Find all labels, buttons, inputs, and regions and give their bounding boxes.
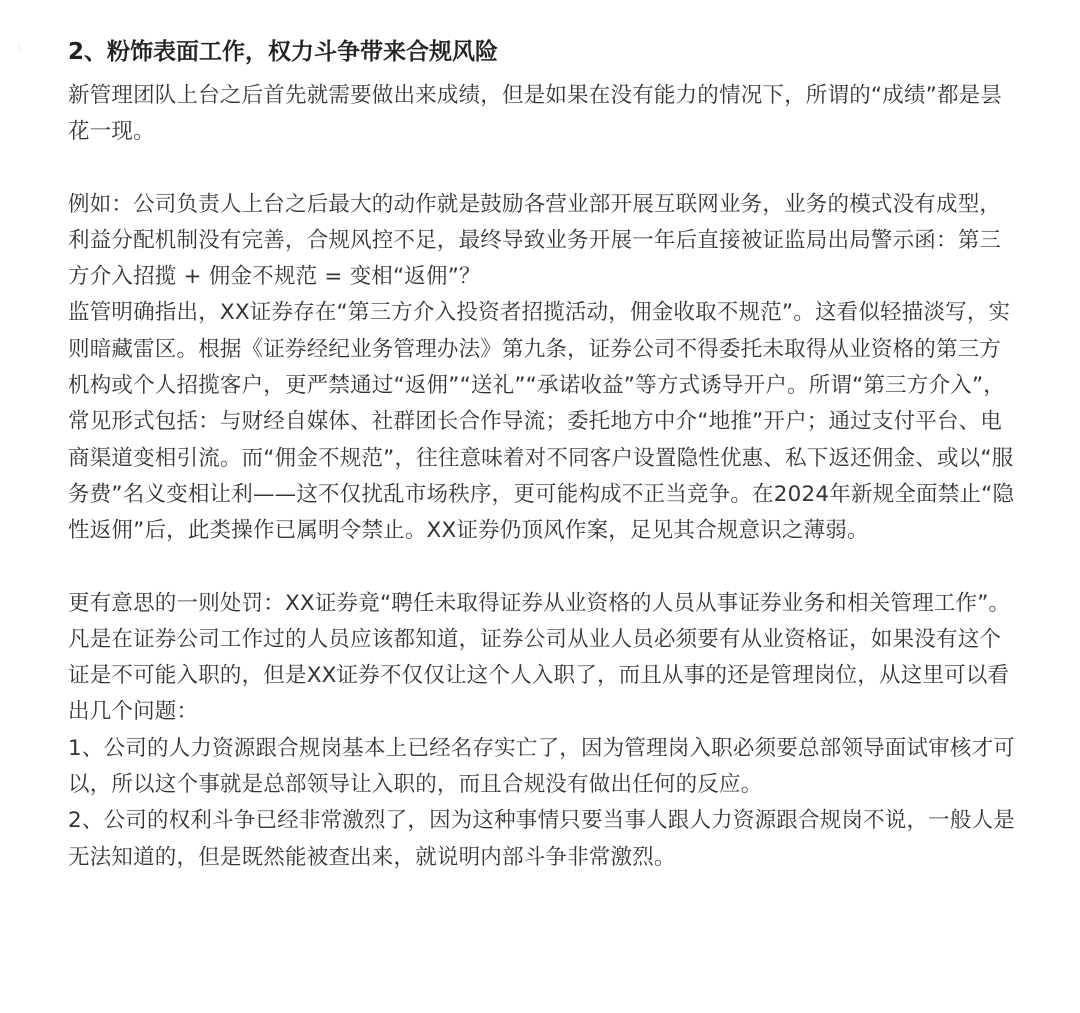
paragraph-gap — [68, 550, 1018, 586]
paragraph-regulation: 监管明确指出，XX证券存在“第三方介入投资者招揽活动，佣金收取不规范”。这看似轻描淡写，实则暗藏雷区。根据《证券经纪业务管理办法》第九条，证券公司不得委托未取得从业资格的第三方机构或个人招揽客户，更严禁通过“返佣”“送礼”“承诺收益”等方式诱导开户。所谓“第三方介入”，常见形式包括：与财经自媒体、社群团长合作导流；委托地方中介“地推”开户；通过支付平台、电商渠道变相引流。而“佣金不规范”，往往意味着对不同客户设置隐性优惠、私下返还佣金、或以“服务费”名义变相让利——这不仅扰乱市场秩序，更可能构成不正当竞争。在2024年新规全面禁止“隐性返佣”后，此类操作已属明令禁止。XX证券仍顶风作案，足见其合规意识之薄弱。 — [68, 300, 1015, 544]
side-margin-icon: ⁝ — [17, 40, 21, 54]
article-body — [68, 30, 1018, 876]
paragraph-example: 例如：公司负责人上台之后最大的动作就是鼓励各营业部开展互联网业务，业务的模式没有成型，利益分配机制没有完善，合规风控不足，最终导致业务开展一年后直接被证监局出局警示函：第三方介入招揽 + 佣金不规范 = 变相“返佣”？ — [68, 191, 1002, 290]
paragraph-qualification: 凡是在证券公司工作过的人员应该都知道，证券公司从业人员必须要有从业资格证，如果没有这个证是不可能入职的，但是XX证券不仅仅让这个人入职了，而且从事的还是管理岗位，从这里可以看出几个问题： — [68, 626, 1010, 725]
section-heading: 2、粉饰表面工作，权力斗争带来合规风险 — [68, 39, 499, 65]
paragraph-intro: 新管理团队上台之后首先就需要做出来成绩，但是如果在没有能力的情况下，所谓的“成绩”都是昙花一现。 — [68, 83, 1003, 145]
paragraph-point-2: 2、公司的权利斗争已经非常激烈了，因为这种事情只要当事人跟人力资源跟合规岗不说，一般人是无法知道的，但是既然能被查出来，就说明内部斗争非常激烈。 — [68, 808, 1015, 870]
paragraph-penalty: 更有意思的一则处罚：XX证券竟“聘任未取得证券从业资格的人员从事证券业务和相关管理工作”。 — [68, 590, 1011, 616]
paragraph-gap — [68, 151, 1018, 187]
paragraph-point-1: 1、公司的人力资源跟合规岗基本上已经名存实亡了，因为管理岗入职必须要总部领导面试审核才可以，所以这个事就是总部领导让入职的，而且合规没有做出任何的反应。 — [68, 735, 1015, 798]
